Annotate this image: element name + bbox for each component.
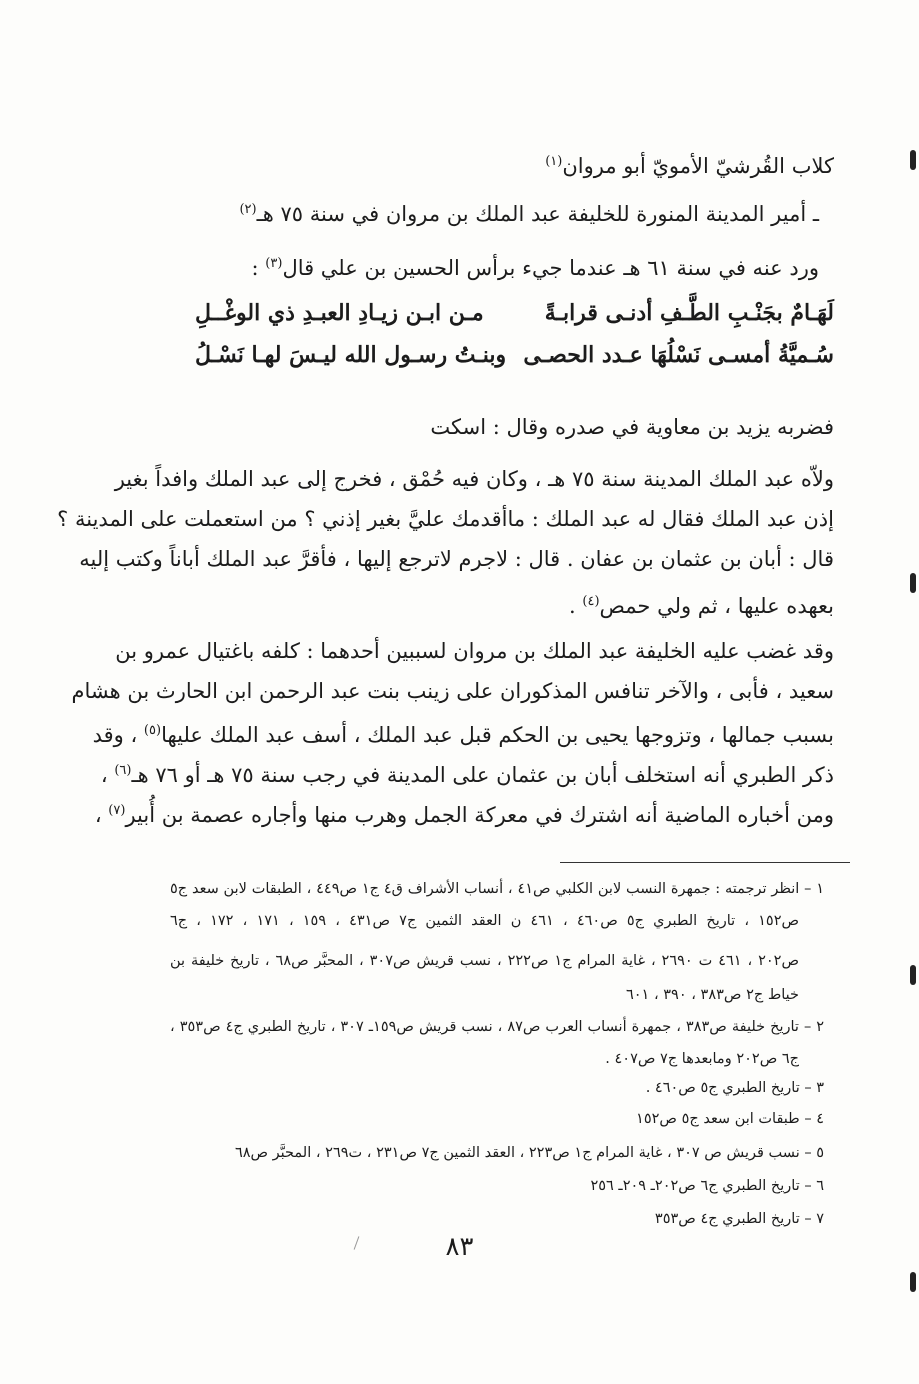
body-line: بسبب جمالها ، وتزوجها يحيى بن الحكم قبل عبد الملك ، أسف عبد الملك عليها$^{(٥)}$ ، وقد	[92, 723, 834, 747]
footnote-ref[interactable]: (٤)	[582, 594, 600, 609]
footnote-separator	[560, 862, 850, 863]
body-line: وقد غضب عليه الخليفة عبد الملك بن مروان لسببين أحدهما : كلفه باغتيال عمرو بن	[115, 639, 834, 663]
footnote-ref[interactable]: (٥)	[143, 723, 162, 738]
footnote: ١ – انظر ترجمته : جمهرة النسب لابن الكلبي ص٤١ ، أنساب الأشراف ق٤ ج١ ص٤٤٩ ، الطبقات لابن سعد ج٥	[170, 881, 824, 897]
footnote: ٢ – تاريخ خليفة ص٣٨٣ ، جمهرة أنساب العرب ص٨٧ ، نسب قريش ص١٥٩ـ ٣٠٧ ، تاريخ الطبري ج٤ ص٣٥٣ ،	[170, 1019, 824, 1035]
footnote-ref[interactable]: (١)	[545, 154, 563, 169]
verse-hemistich: وبنـتُ رسـول الله ليـسَ لهـا نَسْـلُ	[195, 342, 507, 368]
body-line: قال : أبان بن عثمان بن عفان . قال : لاجرم لاترجع إليها ، فأقرَّ عبد الملك أباناً وكتب إليه	[79, 547, 834, 571]
body-line: إذن عبد الملك فقال له عبد الملك : ماأقدمك عليَّ بغير إذني ؟ من استعملت على المدينة ؟	[57, 507, 834, 531]
footnote: ج٦ ص٢٠٢ ومابعدها ج٧ ص٤٠٧ .	[605, 1051, 799, 1067]
body-line: ورد عنه في سنة ٦١ هـ عندما جيء برأس الحسين بن علي قال$^{(٣)}$ :	[251, 256, 819, 280]
verse-hemistich: سُـميَّةُ أمسـى نَسْلُهَا عـدد الحصـى	[523, 342, 834, 368]
verse-hemistich: مـن ابـن زيـادِ العبـدِ ذي الوغْــلِ	[195, 300, 484, 326]
verse-hemistich: لَهَـامٌ بجَنْـبِ الطَّـفِ أدنـى قرابـةً	[544, 300, 834, 326]
body-line: ومن أخباره الماضية أنه اشترك في معركة الجمل وهرب منها وأجاره عصمة بن أُبير$^{(٧)}$ ،	[94, 803, 834, 827]
scan-edge-mark	[910, 573, 916, 593]
scan-edge-mark	[910, 1272, 916, 1292]
scan-edge-mark	[910, 150, 916, 170]
body-line: ولاّه عبد الملك المدينة سنة ٧٥ هـ ، وكان فيه حُمْق ، فخرج إلى عبد الملك وافداً بغير	[114, 467, 834, 491]
footnote-ref[interactable]: (٧)	[108, 803, 126, 818]
scan-edge-mark	[910, 965, 916, 985]
footnote: ص٢٠٢ ، ٤٦١ ت ٢٦٩٠ ، غاية المرام ج١ ص٢٢٢ ، نسب قريش ص٣٠٧ ، المحبَّر ص٦٨ ، تاريخ خليفة بن	[170, 953, 799, 969]
body-line: سعيد ، فأبى ، والآخر تنافس المذكوران على زينب بنت عبد الرحمن ابن الحارث بن هشام	[71, 679, 834, 703]
body-line: بعهده عليها ، ثم ولي حمص$^{(٤)}$ .	[569, 594, 834, 618]
body-line: ذكر الطبري أنه استخلف أبان بن عثمان على المدينة في رجب سنة ٧٥ هـ أو ٧٦ هـ$^{(٦)}$ ،	[100, 763, 834, 787]
page-number: ٨٣	[445, 1232, 474, 1262]
footnote: ٦ – تاريخ الطبري ج٦ ص٢٠٢ـ ٢٠٩ـ ٢٥٦	[590, 1178, 824, 1194]
footnote: ص١٥٢ ، تاريخ الطبري ج٥ ص٤٦٠ ، ٤٦١ ن العقد الثمين ج٧ ص٤٣١ ، ١٥٩ ، ١٧١ ، ١٧٢ ، ج٦	[170, 913, 800, 929]
footnote: ٣ – تاريخ الطبري ج٥ ص٤٦٠ .	[645, 1080, 824, 1096]
footnote: ٥ – نسب قريش ص ٣٠٧ ، غاية المرام ج١ ص٢٢٣ ، العقد الثمين ج٧ ص٢٣١ ، ت٢٦٩ ، المحبَّر ص٦٨	[234, 1145, 824, 1161]
body-line: كلاب القُرشيّ الأمويّ أبو مروان$^{(١)}$	[545, 154, 834, 178]
body-line: فضربه يزيد بن معاوية في صدره وقال : اسكت	[430, 415, 834, 439]
body-line: ـ أمير المدينة المنورة للخليفة عبد الملك بن مروان في سنة ٧٥ هـ$^{(٢)}$	[239, 202, 819, 226]
footnote: ٧ – تاريخ الطبري ج٤ ص٣٥٣	[654, 1211, 824, 1227]
footnote-ref[interactable]: (٢)	[239, 202, 257, 217]
footnote-ref[interactable]: (٣)	[265, 256, 283, 271]
footnote-ref[interactable]: (٦)	[114, 763, 132, 778]
footnote: ٤ – طبقات ابن سعد ج٥ ص١٥٢	[636, 1111, 824, 1127]
footnote: خياط ج٢ ص٣٨٣ ، ٣٩٠ ، ٦٠١	[625, 987, 799, 1003]
